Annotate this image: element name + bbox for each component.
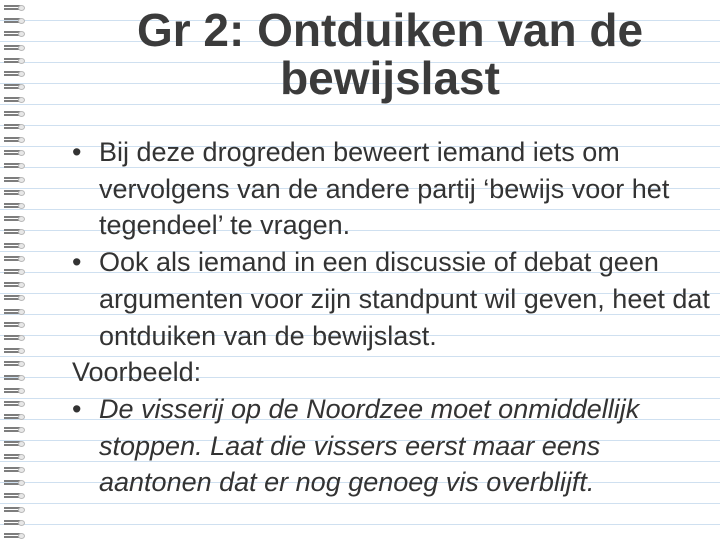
example-item	[72, 391, 712, 501]
spiral-ring-icon	[4, 149, 26, 157]
spiral-ring-icon	[4, 294, 26, 302]
spiral-ring-icon	[4, 189, 26, 197]
spiral-ring-icon	[4, 255, 26, 263]
spiral-ring-icon	[4, 308, 26, 316]
spiral-ring-icon	[4, 360, 26, 368]
spiral-ring-icon	[4, 242, 26, 250]
spiral-ring-icon	[4, 347, 26, 355]
spiral-ring-icon	[4, 96, 26, 104]
spiral-ring-icon	[4, 17, 26, 25]
spiral-ring-icon	[4, 374, 26, 382]
spiral-ring-icon	[4, 466, 26, 474]
bullet-text: Bij deze drogreden beweert iemand iets om vervolgens van de andere partij ‘bewijs voor het tegendeel’ te vragen.	[99, 137, 670, 241]
spiral-ring-icon	[4, 440, 26, 448]
spiral-ring-icon	[4, 202, 26, 210]
spiral-ring-icon	[4, 136, 26, 144]
slide-body	[72, 134, 712, 501]
spiral-ring-icon	[4, 413, 26, 421]
title-line-2: bewijslast	[280, 52, 500, 104]
bullet-text: Ook als iemand in een discussie of debat geen argumenten voor zijn standpunt wil geven, heet dat ontduiken van de bewijslast.	[99, 247, 710, 351]
spiral-ring-icon	[4, 479, 26, 487]
spiral-ring-icon	[4, 162, 26, 170]
spiral-ring-icon	[4, 44, 26, 52]
spiral-ring-icon	[4, 506, 26, 514]
spiral-ring-icon	[4, 268, 26, 276]
title-line-1: Gr 2: Ontduiken van de	[136, 4, 644, 56]
spiral-binding	[0, 0, 32, 540]
bullet-icon: •	[72, 247, 82, 278]
spiral-ring-icon	[4, 281, 26, 289]
example-label: Voorbeeld:	[72, 357, 202, 388]
spiral-ring-icon	[4, 387, 26, 395]
spiral-ring-icon	[4, 30, 26, 38]
spiral-ring-icon	[4, 176, 26, 184]
spiral-ring-icon	[4, 123, 26, 131]
spiral-ring-icon	[4, 492, 26, 500]
spiral-ring-icon	[4, 110, 26, 118]
spiral-ring-icon	[4, 426, 26, 434]
bullet-icon: •	[72, 137, 82, 167]
spiral-ring-icon	[4, 334, 26, 342]
bullet-item	[72, 244, 712, 354]
example-text: De visserij op de Noordzee moet onmiddellijk stoppen. Laat die vissers eerst maar eens aantonen dat er nog genoeg vis overblijft.	[99, 393, 640, 498]
spiral-ring-icon	[4, 215, 26, 223]
spiral-ring-icon	[4, 4, 26, 12]
spiral-ring-icon	[4, 519, 26, 527]
spiral-ring-icon	[4, 453, 26, 461]
spiral-ring-icon	[4, 400, 26, 408]
bullet-item	[72, 134, 712, 244]
spiral-ring-icon	[4, 70, 26, 78]
spiral-ring-icon	[4, 532, 26, 540]
spiral-ring-icon	[4, 83, 26, 91]
spiral-ring-icon	[4, 228, 26, 236]
spiral-ring-icon	[4, 321, 26, 329]
spiral-ring-icon	[4, 57, 26, 65]
slide-title	[60, 6, 720, 102]
bullet-icon: •	[72, 393, 82, 424]
